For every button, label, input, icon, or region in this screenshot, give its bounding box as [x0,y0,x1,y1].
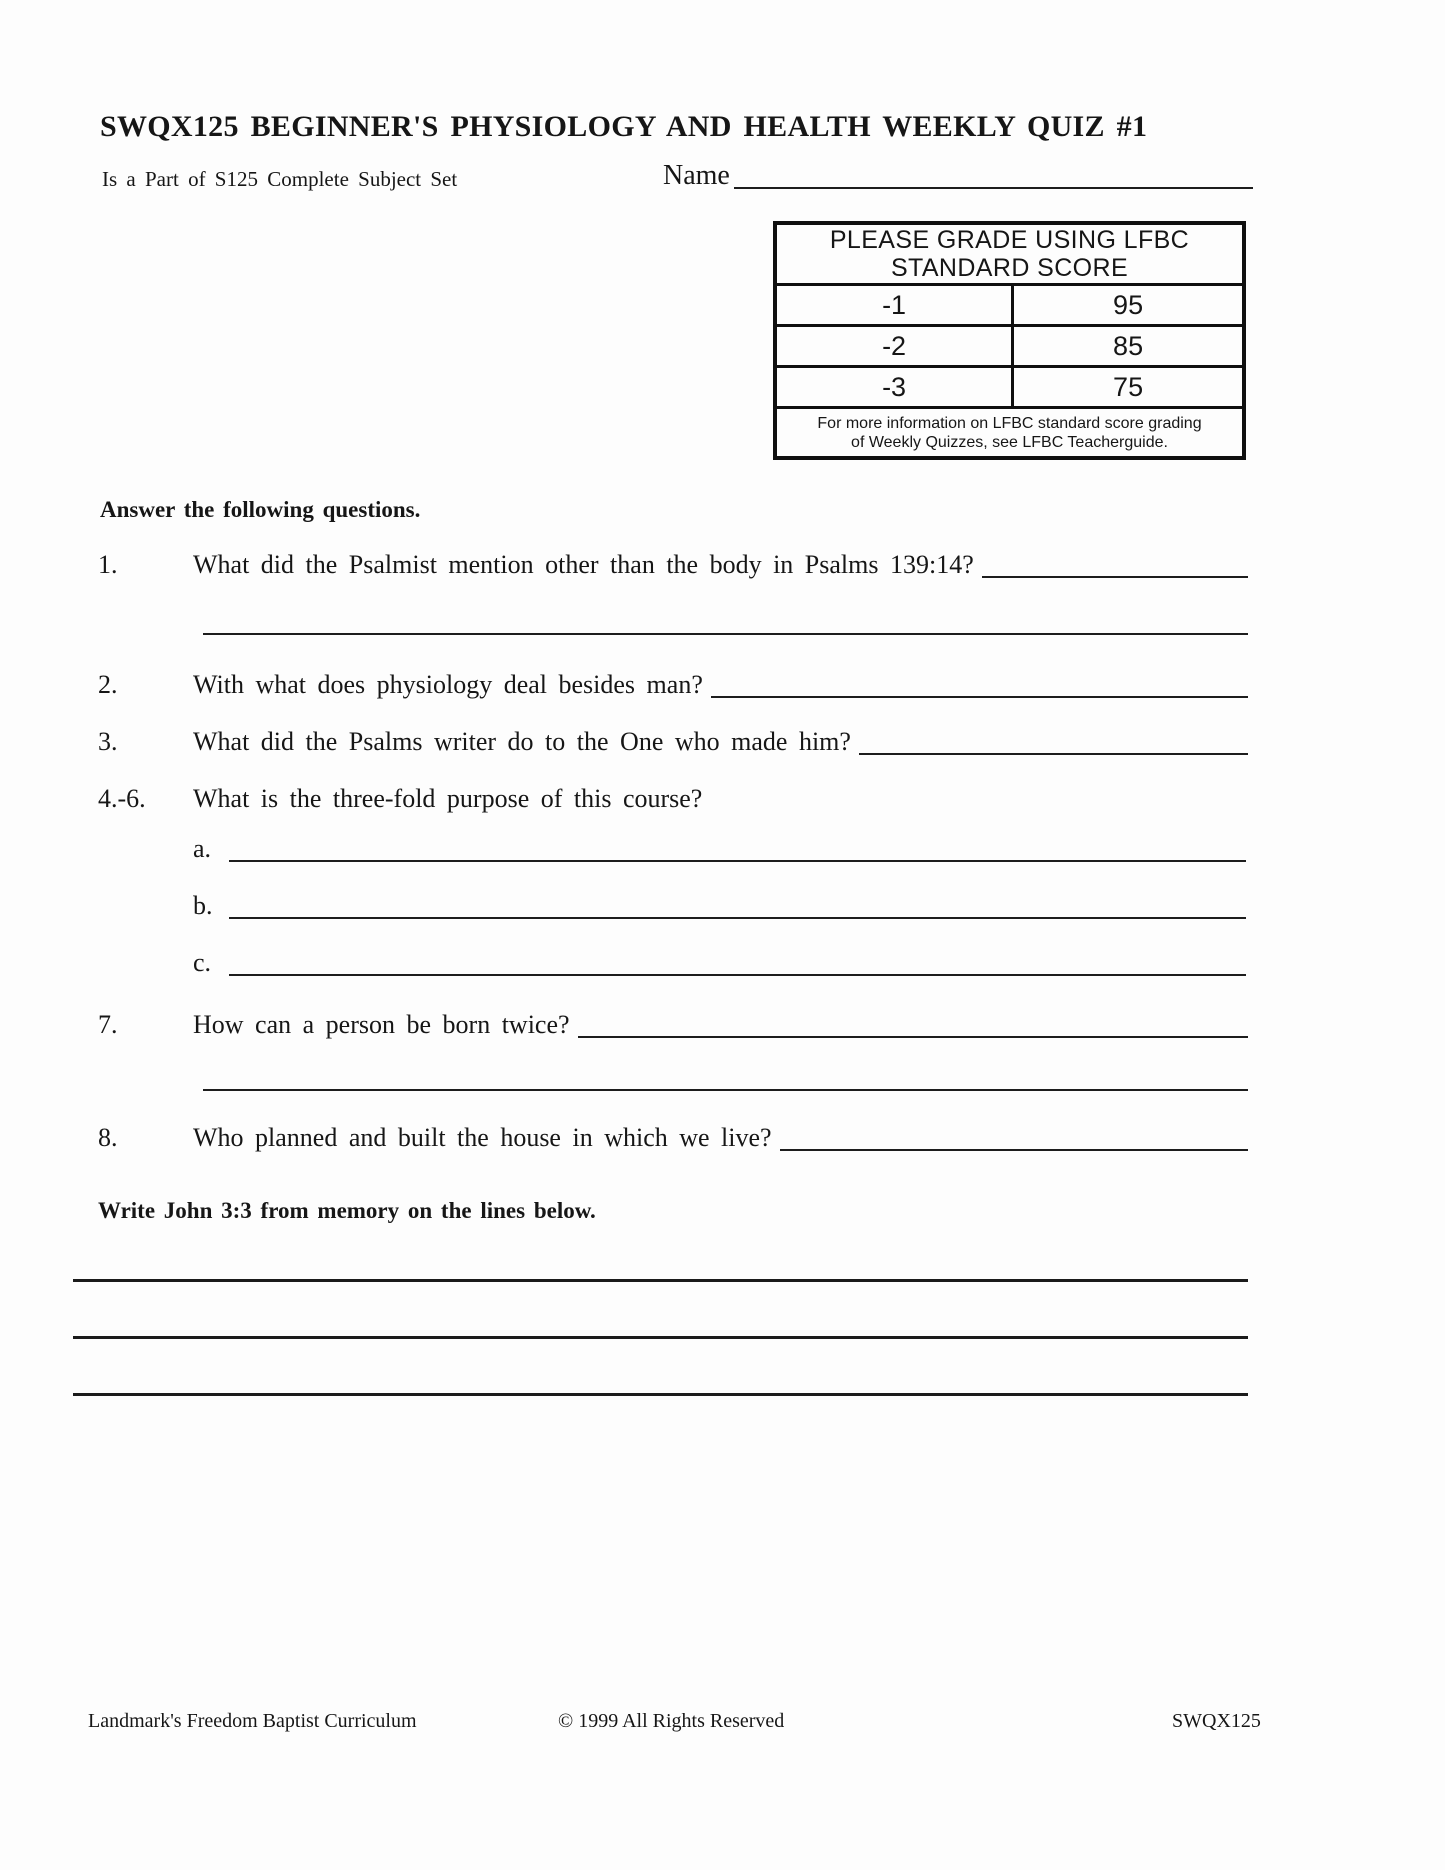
name-blank-line [734,186,1253,189]
answer-line [711,695,1248,698]
grade-table-header-line1: PLEASE GRADE USING LFBC [829,226,1190,254]
question-text: How can a person be born twice? [193,1010,570,1039]
score-cell: 85 [1113,330,1144,361]
answer-line [859,752,1248,755]
question-text: What is the three-fold purpose of this course? [193,784,703,813]
question-number: 8. [98,1123,118,1152]
deduction-cell: -2 [777,327,1014,365]
memory-line-1 [73,1279,1248,1282]
memory-line-2 [73,1336,1248,1339]
grade-table [773,221,1246,460]
name-field-row [663,160,1253,192]
question-text: What did the Psalmist mention other than the body in Psalms 139:14? [193,550,974,579]
deduction-cell: -3 [777,368,1014,406]
score-cell: 75 [1113,371,1144,402]
page-title: SWQX125 BEGINNER'S PHYSIOLOGY AND HEALTH WEEKLY QUIZ #1 [100,110,1148,143]
grade-table-row [777,365,1242,406]
subpart-letter: c. [193,948,212,977]
grade-table-row [777,324,1242,365]
grade-table-note-line2: of Weekly Quizzes, see LFBC Teacherguide. [851,433,1168,451]
footer-publisher: Landmark's Freedom Baptist Curriculum [88,1710,417,1732]
question-row-4-6 [98,784,1248,814]
memory-line-3 [73,1393,1248,1396]
question-text: With what does physiology deal besides man? [193,670,703,699]
answer-line [780,1148,1248,1151]
subpart-row-c [193,948,1246,978]
answer-line [229,916,1246,919]
instructions-heading: Answer the following questions. [100,497,421,522]
footer-code: SWQX125 [1172,1710,1261,1732]
grade-table-note [777,406,1242,456]
score-cell: 95 [1113,289,1144,320]
subpart-letter: b. [193,891,213,920]
name-label: Name [663,160,730,191]
footer-copyright: © 1999 All Rights Reserved [558,1710,785,1732]
subpart-row-b [193,891,1246,921]
grade-table-row [777,283,1242,324]
memory-heading: Write John 3:3 from memory on the lines below. [98,1198,596,1223]
question-text: What did the Psalms writer do to the One who made him? [193,727,851,756]
answer-line [982,575,1248,578]
subpart-row-a [193,834,1246,864]
answer-line [229,859,1246,862]
question-row-7 [98,1010,1248,1040]
question-number: 1. [98,550,118,579]
question-row-2 [98,670,1248,700]
question-row-1 [98,550,1248,580]
question-number: 2. [98,670,118,699]
answer-continuation-line [203,1089,1248,1091]
grade-table-header-line2: STANDARD SCORE [890,254,1129,282]
page-subtitle: Is a Part of S125 Complete Subject Set [102,167,458,191]
question-number: 7. [98,1010,118,1039]
question-number: 4.-6. [98,784,146,813]
answer-line [229,973,1246,976]
question-number: 3. [98,727,118,756]
question-row-8 [98,1123,1248,1153]
grade-table-note-line1: For more information on LFBC standard score grading [817,414,1202,432]
deduction-cell: -1 [777,286,1014,324]
answer-line [578,1035,1248,1038]
question-text: Who planned and built the house in which we live? [193,1123,772,1152]
grade-table-header [777,225,1242,283]
answer-continuation-line [203,633,1248,635]
subpart-letter: a. [193,834,212,863]
question-row-3 [98,727,1248,757]
